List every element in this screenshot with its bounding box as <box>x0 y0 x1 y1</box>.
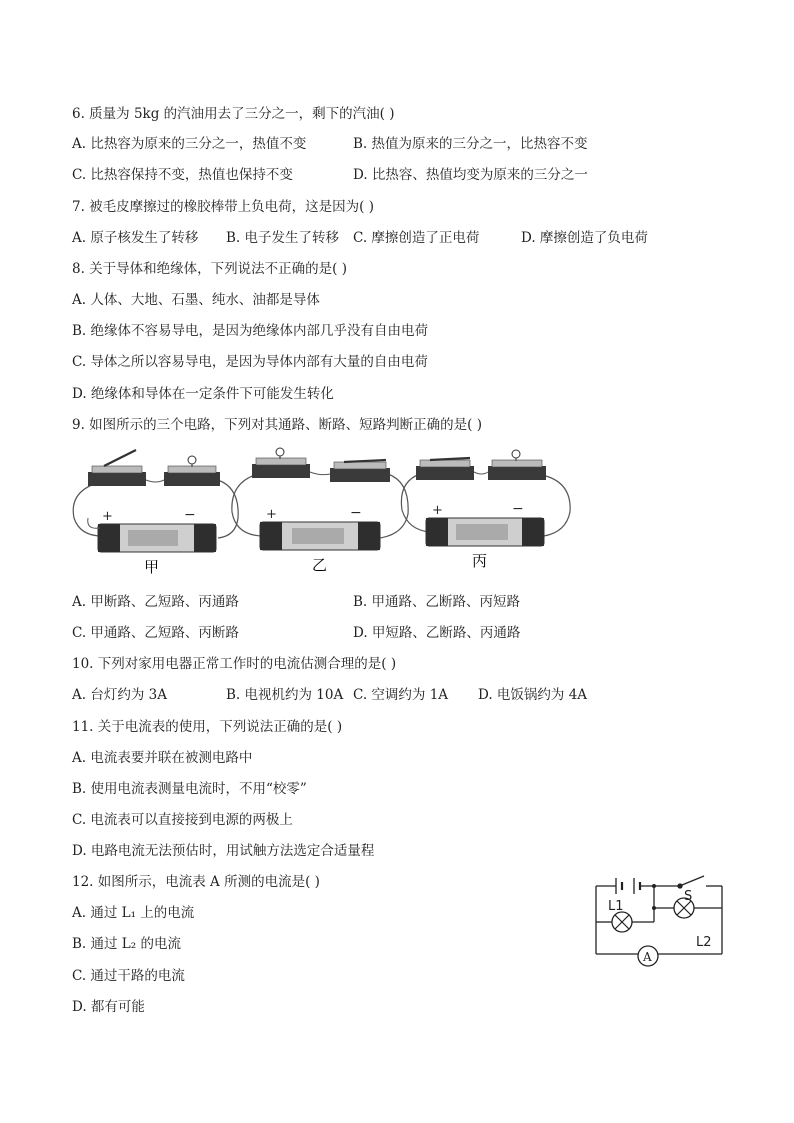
q9-option-c: C. 甲通路、乙短路、丙断路 <box>72 625 239 641</box>
fig-label-yi: 乙 <box>312 556 328 574</box>
q11-option-a: A. 电流表要并联在被测电路中 <box>72 750 253 766</box>
circuit-yi <box>232 448 408 550</box>
q9-option-a: A. 甲断路、乙短路、丙通路 <box>72 594 239 610</box>
q11-option-d: D. 电路电流无法预估时，用试触方法选定合适量程 <box>72 843 375 859</box>
yi-plus-sign: + <box>266 507 277 522</box>
q9-option-b: B. 甲通路、乙断路、丙短路 <box>353 594 521 610</box>
q10-stem: 10. 下列对家用电器正常工作时的电流估测合理的是( ) <box>72 656 397 672</box>
lamp-l2-label: L2 <box>696 935 712 950</box>
q6-option-b: B. 热值为原来的三分之一，比热容不变 <box>353 136 588 152</box>
q12-stem: 12. 如图所示，电流表 A 所测的电流是( ) <box>72 874 320 890</box>
q8-option-b: B. 绝缘体不容易导电，是因为绝缘体内部几乎没有自由电荷 <box>72 323 429 339</box>
yi-minus-sign: − <box>350 505 362 521</box>
lamp-l1-symbol <box>612 912 632 932</box>
ammeter-label: A <box>643 950 652 964</box>
q12-option-a: A. 通过 L₁ 上的电流 <box>72 905 195 921</box>
q10-option-d: D. 电饭锅约为 4A <box>478 687 588 703</box>
switch-blade <box>682 876 704 885</box>
q7-option-a: A. 原子核发生了转移 <box>72 230 199 246</box>
q12-option-b: B. 通过 L₂ 的电流 <box>72 936 181 952</box>
q8-option-a: A. 人体、大地、石墨、纯水、油都是导体 <box>72 292 320 308</box>
q8-option-c: C. 导体之所以容易导电，是因为导体内部有大量的自由电荷 <box>72 354 428 370</box>
q11-option-b: B. 使用电流表测量电流时，不用“校零” <box>72 781 307 797</box>
q9-stem: 9. 如图所示的三个电路，下列对其通路、断路、短路判断正确的是( ) <box>72 417 482 433</box>
q10-option-b: B. 电视机约为 10A <box>226 687 344 703</box>
circuit-bing <box>401 450 570 546</box>
fig-label-jia: 甲 <box>144 558 160 576</box>
bing-minus-sign: − <box>512 501 524 517</box>
q7-option-b: B. 电子发生了转移 <box>226 230 340 246</box>
q8-option-d: D. 绝缘体和导体在一定条件下可能发生转化 <box>72 386 334 402</box>
q6-option-c: C. 比热容保持不变，热值也保持不变 <box>72 167 293 183</box>
q12-option-c: C. 通过干路的电流 <box>72 968 185 984</box>
switch-label: S <box>684 889 693 904</box>
q10-option-a: A. 台灯约为 3A <box>72 687 167 703</box>
q7-option-c: C. 摩擦创造了正电荷 <box>353 230 480 246</box>
bing-plus-sign: + <box>432 503 443 518</box>
q6-option-a: A. 比热容为原来的三分之一，热值不变 <box>72 136 307 152</box>
q6-option-d: D. 比热容、热值均变为原来的三分之一 <box>353 167 588 183</box>
q10-option-c: C. 空调约为 1A <box>353 687 449 703</box>
q6-stem: 6. 质量为 5kg 的汽油用去了三分之一，剩下的汽油( ) <box>72 106 395 122</box>
q11-option-c: C. 电流表可以直接接到电源的两极上 <box>72 812 293 828</box>
q9-circuit-photos <box>68 448 578 578</box>
fig-label-bing: 丙 <box>472 552 488 570</box>
q8-stem: 8. 关于导体和绝缘体，下列说法不正确的是( ) <box>72 261 347 277</box>
q9-option-d: D. 甲短路、乙断路、丙通路 <box>353 625 521 641</box>
q7-option-d: D. 摩擦创造了负电荷 <box>521 230 648 246</box>
q12-circuit-diagram <box>588 872 728 972</box>
circuit-jia <box>73 450 238 552</box>
jia-minus-sign: − <box>184 507 196 523</box>
q12-option-d: D. 都有可能 <box>72 999 145 1015</box>
lamp-l1-label: L1 <box>608 899 624 914</box>
jia-plus-sign: + <box>102 509 113 524</box>
q11-stem: 11. 关于电流表的使用，下列说法正确的是( ) <box>72 719 343 735</box>
q7-stem: 7. 被毛皮摩擦过的橡胶棒带上负电荷，这是因为( ) <box>72 199 374 215</box>
